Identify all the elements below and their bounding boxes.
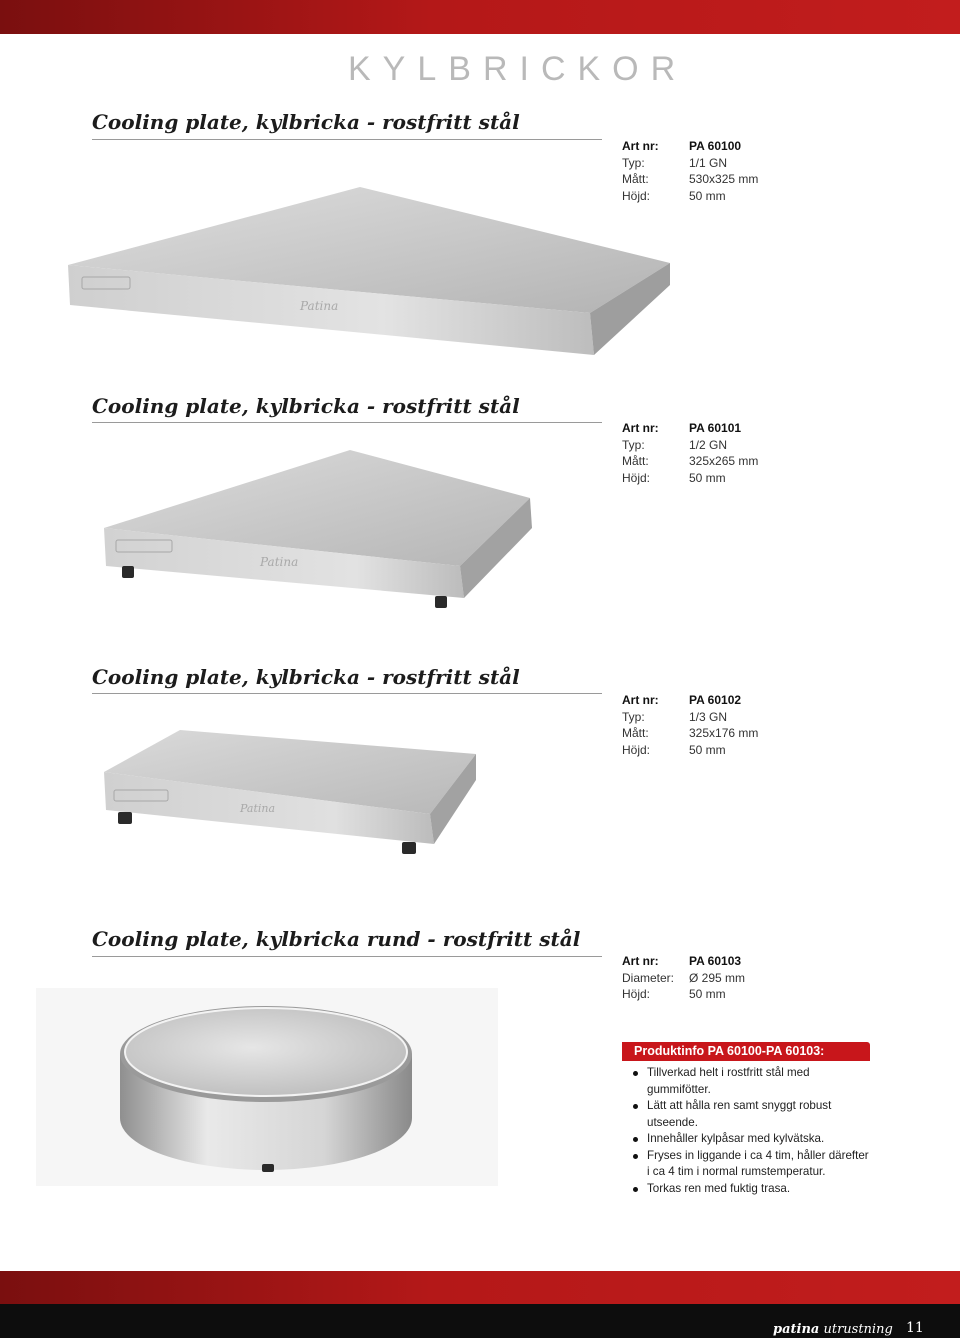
spec-value: 325x265 mm — [689, 454, 759, 468]
top-red-band — [0, 0, 960, 34]
spec-label: Diameter: — [622, 970, 675, 985]
spec-value: 50 mm — [689, 188, 726, 203]
spec-label: Höjd: — [622, 987, 651, 1001]
svg-text:Patina: Patina — [260, 555, 299, 569]
footer-brand — [773, 1322, 893, 1337]
spec-label: Art nr: — [622, 421, 659, 435]
product-title: Cooling plate, kylbricka rund - rostfritt stål — [92, 927, 581, 951]
product-photo-gn-1-1 — [60, 185, 680, 365]
spec-label: Höjd: — [622, 188, 651, 203]
spec-row — [622, 155, 758, 172]
title-divider — [92, 139, 602, 140]
list-item: Torkas ren med fuktig trasa. — [622, 1181, 870, 1198]
spec-row — [622, 986, 745, 1003]
page-title: KYLBRICKOR — [348, 50, 688, 88]
spec-row — [622, 742, 758, 759]
spec-label: Höjd: — [622, 470, 651, 485]
spec-value: 325x176 mm — [689, 726, 759, 740]
spec-label: Typ: — [622, 155, 645, 170]
spec-value: PA 60103 — [689, 954, 742, 968]
spec-value: 50 mm — [689, 470, 726, 485]
product-info-box — [622, 1042, 870, 1197]
spec-row — [622, 470, 758, 487]
spec-label: Höjd: — [622, 742, 651, 757]
spec-row — [622, 437, 758, 454]
product-info-list — [622, 1061, 870, 1197]
spec-value: Ø 295 mm — [689, 970, 746, 985]
spec-label: Mått: — [622, 172, 649, 186]
spec-table — [622, 692, 758, 758]
spec-label: Mått: — [622, 454, 649, 468]
spec-label: Art nr: — [622, 139, 659, 153]
spec-row — [622, 725, 758, 742]
spec-value: 1/1 GN — [689, 155, 728, 170]
product-title: Cooling plate, kylbricka - rostfritt stål — [92, 665, 520, 689]
page-number: 11 — [906, 1320, 924, 1336]
spec-label: Art nr: — [622, 693, 659, 707]
spec-table — [622, 953, 745, 1003]
product-photo-gn-1-2 — [100, 448, 540, 618]
title-divider — [92, 693, 602, 694]
product-photo-round — [36, 988, 498, 1186]
brand-suffix: utrustning — [819, 1322, 893, 1337]
title-divider — [92, 956, 602, 957]
spec-value: 1/2 GN — [689, 437, 728, 452]
spec-row — [622, 970, 745, 987]
spec-row — [622, 953, 745, 970]
spec-label: Mått: — [622, 726, 649, 740]
list-item: Innehåller kylpåsar med kylvätska. — [622, 1131, 870, 1148]
product-title: Cooling plate, kylbricka - rostfritt stål — [92, 110, 520, 134]
spec-value: 1/3 GN — [689, 709, 728, 724]
spec-label: Art nr: — [622, 954, 659, 968]
list-item: Lätt att hålla ren samt snyggt robust utseende. — [622, 1098, 870, 1131]
spec-value: 50 mm — [689, 987, 726, 1001]
spec-row — [622, 453, 758, 470]
spec-value: 530x325 mm — [689, 172, 759, 186]
spec-row — [622, 692, 758, 709]
title-divider — [92, 422, 602, 423]
list-item: Fryses in liggande i ca 4 tim, håller därefter i ca 4 tim i normal rumstemperatur. — [622, 1148, 870, 1181]
footer-red-band — [0, 1271, 960, 1304]
svg-text:Patina: Patina — [300, 299, 339, 313]
spec-row — [622, 420, 758, 437]
spec-row — [622, 709, 758, 726]
svg-text:Patina: Patina — [240, 802, 276, 815]
list-item: Tillverkad helt i rostfritt stål med gummifötter. — [622, 1065, 870, 1098]
spec-value: PA 60101 — [689, 421, 742, 435]
product-photo-gn-1-3 — [100, 728, 480, 863]
spec-label: Typ: — [622, 437, 645, 452]
spec-table — [622, 420, 758, 486]
brand-name: patina — [773, 1322, 820, 1337]
spec-label: Typ: — [622, 709, 645, 724]
spec-value: PA 60100 — [689, 139, 742, 153]
product-info-heading: Produktinfo PA 60100-PA 60103: — [622, 1042, 870, 1061]
spec-row — [622, 138, 758, 155]
product-title: Cooling plate, kylbricka - rostfritt stål — [92, 394, 520, 418]
spec-value: 50 mm — [689, 742, 726, 757]
spec-value: PA 60102 — [689, 693, 742, 707]
